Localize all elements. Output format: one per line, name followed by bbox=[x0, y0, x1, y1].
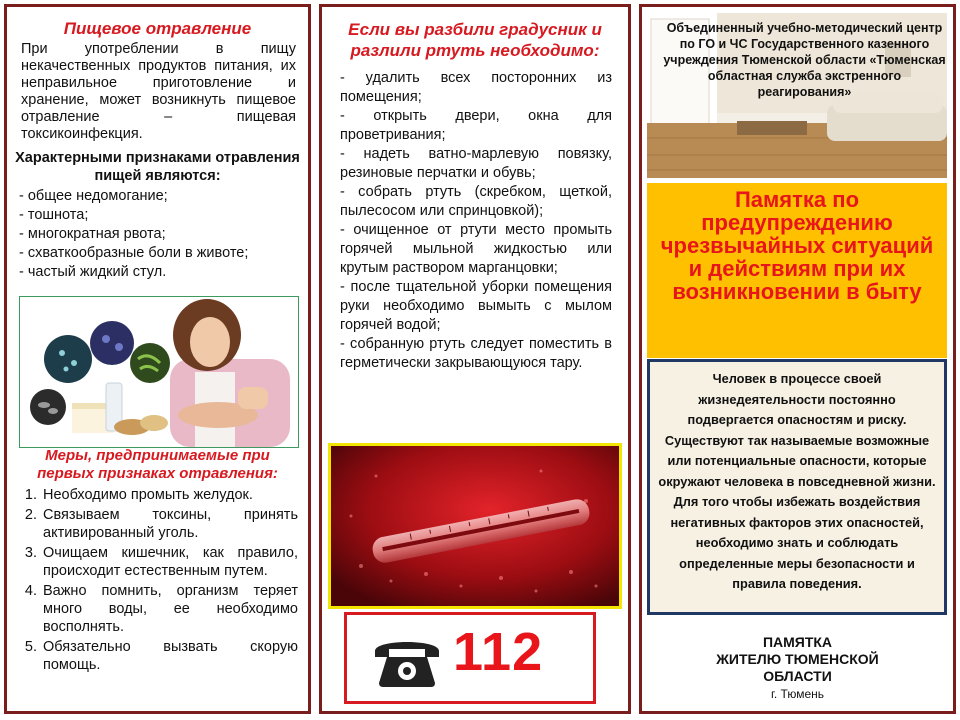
footer-title-line: ПАМЯТКА bbox=[762, 634, 833, 650]
info-box bbox=[647, 359, 947, 615]
list-item: 1. Необходимо промыть желудок. bbox=[41, 486, 298, 504]
telephone-icon bbox=[371, 633, 443, 694]
list-item: - собранную ртуть следует поместить в герметически закрывающуюся тару. bbox=[340, 336, 612, 371]
list-item: - тошнота; bbox=[19, 207, 89, 223]
stomach-ache-illustration bbox=[19, 296, 299, 448]
list-item: - удалить всех посторонних из помещения; bbox=[340, 70, 612, 105]
list-item: - очищенное от ртути место промыть горячей мыльной жидкостью или крутым раствором марганцовки; bbox=[340, 222, 612, 276]
emergency-number: 112 bbox=[453, 622, 544, 682]
mercury-title: Если вы разбили градусник и разлили ртуть необходимо: bbox=[348, 20, 602, 60]
list-item: 5. Обязательно вызвать скорую помощь. bbox=[41, 638, 298, 674]
info-text: Человек в процессе своей жизнедеятельности постоянно подвергается опасностям и риску. Существуют так называемые возможные или потенциальные опасности, которые окружают человека в повседневной жизни. Для того чтобы избежать воздействия негативных факторов этих опасностей, необходимо знать и соблюдать определенные меры безопасности и правила поведения. bbox=[658, 371, 936, 591]
memo-title-box bbox=[647, 183, 947, 358]
memo-title: Памятка по предупреждению чрезвычайных ситуаций и действиям при их возникновении в быту bbox=[660, 187, 934, 304]
list-item: - многократная рвота; bbox=[19, 226, 166, 242]
broken-thermometer-image bbox=[328, 443, 622, 609]
panel-cover bbox=[639, 4, 956, 714]
emergency-call-box bbox=[344, 612, 596, 704]
food-poisoning-intro: При употреблении в пищу некачественных продуктов питания, их неправильное приготовление и хранение, может возникнуть пищевое отравление – пищевая токсикоинфекция. bbox=[21, 41, 296, 142]
panel-mercury bbox=[319, 4, 631, 714]
list-item: - собрать ртуть (скребком, щеткой, пылесосом или спринцовкой); bbox=[340, 184, 612, 219]
list-item: 4. Важно помнить, организм теряет много воды, ее необходимо восполнять. bbox=[41, 582, 298, 636]
list-item: 3. Очищаем кишечник, как правило, происходит естественным путем. bbox=[41, 544, 298, 580]
signs-list bbox=[7, 187, 308, 282]
list-item: - после тщательной уборки помещения руки необходимо вымыть с мылом горячей водой; bbox=[340, 279, 612, 333]
list-item: - общее недомогание; bbox=[19, 188, 168, 204]
measures-list bbox=[7, 486, 298, 676]
panel-food-poisoning bbox=[4, 4, 311, 714]
organization-name: Объединенный учебно-методический центр по ГО и ЧС Государственного казенного учреждения Тюменской области «Тюменская областная служба экстренного реагирования» bbox=[663, 21, 946, 99]
list-item: - открыть двери, окна для проветривания; bbox=[340, 108, 612, 143]
mercury-steps bbox=[340, 69, 612, 373]
footer-title-line: ЖИТЕЛЮ ТЮМЕНСКОЙ bbox=[716, 651, 879, 667]
footer-city: г. Тюмень bbox=[770, 687, 825, 701]
list-item: 2. Связываем токсины, принять активированный уголь. bbox=[41, 506, 298, 542]
signs-heading: Характерными признаками отравления пищей являются: bbox=[15, 150, 300, 184]
footer bbox=[642, 634, 953, 702]
measures-title: Меры, предпринимаемые при первых признаках отравления: bbox=[37, 447, 278, 482]
footer-title-line: ОБЛАСТИ bbox=[763, 668, 832, 684]
list-item: - частый жидкий стул. bbox=[19, 264, 167, 280]
food-poisoning-title: Пищевое отравление bbox=[63, 19, 252, 38]
list-item: - схваткообразные боли в животе; bbox=[19, 245, 249, 261]
list-item: - надеть ватно-марлевую повязку, резиновые перчатки и обувь; bbox=[340, 146, 612, 181]
